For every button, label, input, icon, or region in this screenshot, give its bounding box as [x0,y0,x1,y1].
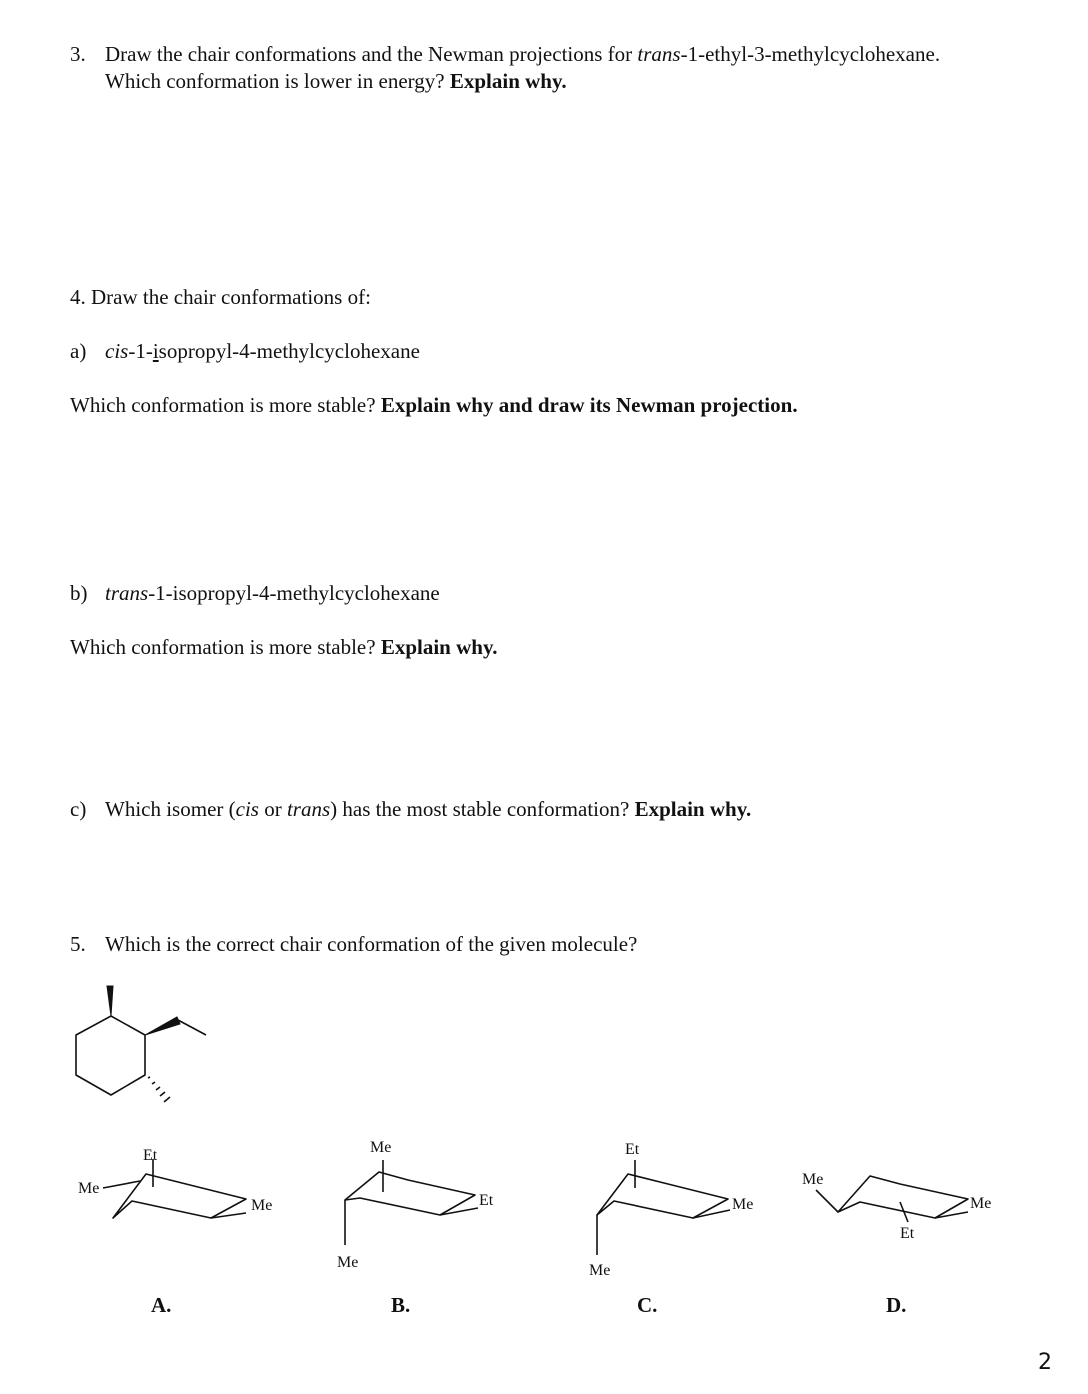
q3-line1-b: -1-ethyl-3-methylcyclohexane. [680,42,941,66]
q4c-em2: trans [286,797,331,821]
option-a-label-left: Me [78,1180,100,1197]
option-d-letter[interactable]: D. [886,1293,907,1317]
option-b-letter[interactable]: B. [391,1293,411,1317]
q4b-question-bold: Explain why. [380,635,498,659]
q4c-em1: cis [235,797,259,821]
option-d-label-right: Me [970,1195,992,1212]
q3-line1-em: trans [637,42,681,66]
q3-line1-a: Draw the chair conformations and the Newman projections for [105,42,638,66]
q3-line2-bold: Explain why. [449,69,567,93]
q4a-question-text: Which conformation is more stable? [70,393,381,417]
q4a-name-u: i [152,339,159,363]
option-c-letter[interactable]: C. [637,1293,658,1317]
q4b-em: trans [105,581,149,605]
q4c-text-b: or [258,797,287,821]
q4-heading: 4. Draw the chair conformations of: [70,285,371,309]
option-a-label-right: Me [251,1197,273,1214]
q4b-question-text: Which conformation is more stable? [70,635,381,659]
page-number: 2 [1038,1350,1052,1375]
q5-number: 5. [70,932,86,956]
q4a-question-bold: Explain why and draw its Newman projection. [380,393,798,417]
q4b-label: b) [70,581,88,605]
q3-number: 3. [70,42,86,66]
option-b-label-bottom: Me [337,1254,359,1271]
q4c-text-c: ) has the most stable conformation? [330,797,635,821]
option-d-left-bond [816,1190,838,1212]
q4a-name-b: sopropyl-4-methylcyclohexane [158,339,420,363]
q4b-name: -1-isopropyl-4-methylcyclohexane [148,581,440,605]
option-a-letter[interactable]: A. [151,1293,172,1317]
option-b-label-top: Me [370,1139,392,1156]
q5-question: Which is the correct chair conformation of the given molecule? [105,932,638,956]
q4a-em: cis [105,339,129,363]
option-b-label-right: Et [479,1192,494,1209]
option-c-label-right: Me [732,1196,754,1213]
option-a-label-top: Et [143,1147,158,1164]
option-d-ring [838,1176,968,1218]
q4a-name-a: -1- [128,339,153,363]
q3-line2-a: Which conformation is lower in energy? [105,69,450,93]
option-c-label-top: Et [625,1141,640,1158]
q4c-text-a: Which isomer ( [105,797,236,821]
q4c-bold: Explain why. [634,797,752,821]
option-d-label-left: Me [802,1171,824,1188]
q4c-label: c) [70,797,87,821]
option-d-label-bottom: Et [900,1225,915,1242]
option-c-label-bottom: Me [589,1262,611,1279]
q4a-label: a) [70,339,87,363]
